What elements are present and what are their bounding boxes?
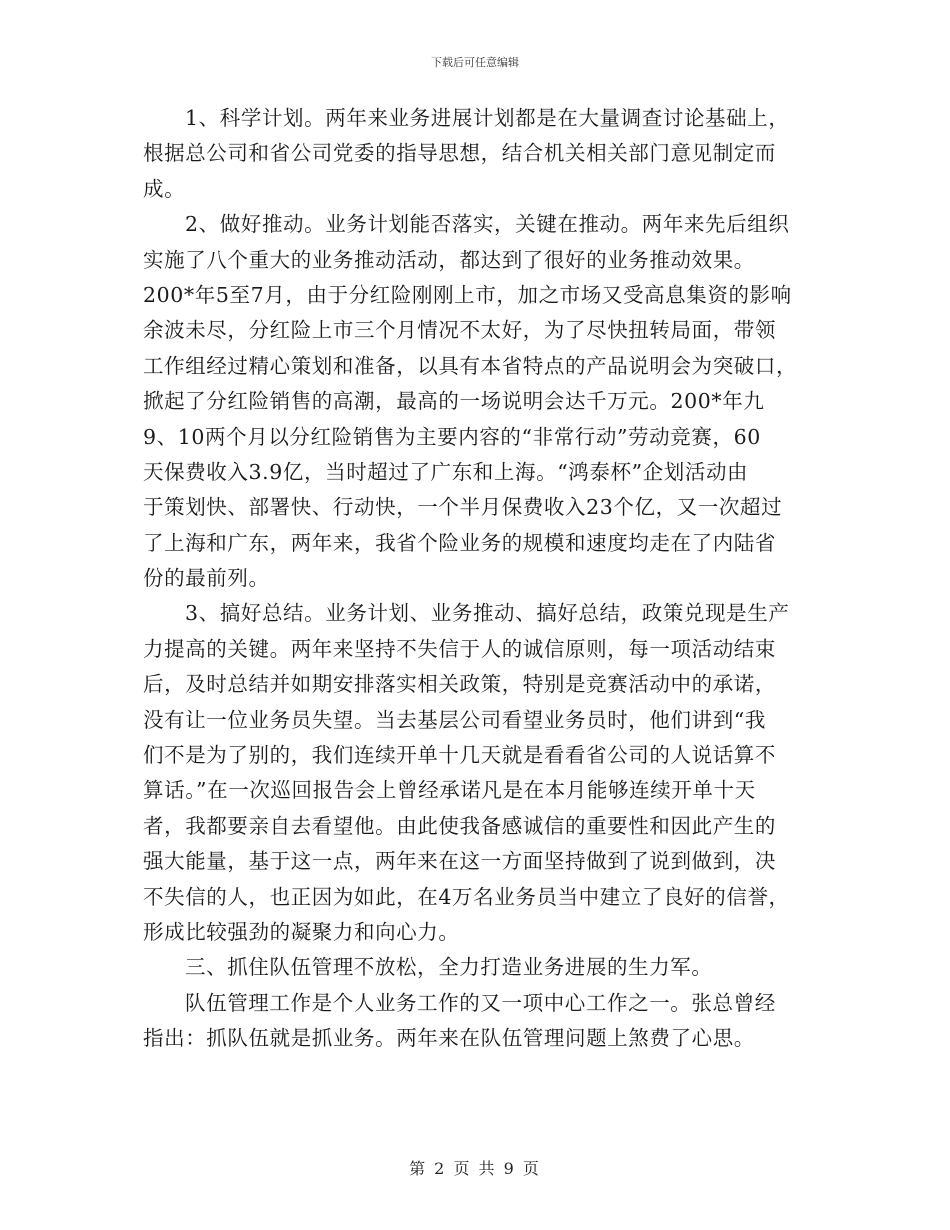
text-line: 200*年5至7月，由于分红险刚刚上市，加之市场又受高息集资的影响 <box>143 282 792 307</box>
text-line: 9、10两个月以分红险销售为主要内容的“非常行动”劳动竞赛，60 <box>143 424 761 449</box>
text-line: 强大能量，基于这一点，两年来在这一方面坚持做到了说到做到，决 <box>143 849 776 874</box>
text-line: 于策划快、部署快、行动快，一个半月保费收入23个亿，又一次超过 <box>143 495 783 520</box>
text-line: 成。 <box>143 176 186 201</box>
page-number-footer: 第 2 页 共 9 页 <box>409 1159 541 1178</box>
text-line: 队伍管理工作是个人业务工作的又一项中心工作之一。张总曾经 <box>185 990 776 1015</box>
text-line: 1、科学计划。两年来业务进展计划都是在大量调查讨论基础上， <box>185 106 790 130</box>
text-line: 算话。”在一次巡回报告会上曾经承诺凡是在本月能够连续开单十天 <box>143 778 756 803</box>
text-line: 们不是为了别的，我们连续开单十几天就是看看省公司的人说话算不 <box>143 743 776 768</box>
text-line: 根据总公司和省公司党委的指导思想，结合机关相关部门意见制定而 <box>143 141 776 166</box>
text-line: 后，及时总结并如期安排落实相关政策，特别是竞赛活动中的承诺， <box>143 672 776 697</box>
text-line: 3、搞好总结。业务计划、业务推动、搞好总结，政策兑现是生产 <box>185 601 790 626</box>
text-line: 2、做好推动。业务计划能否落实，关键在推动。两年来先后组织 <box>185 212 790 237</box>
text-line: 份的最前列。 <box>143 566 270 591</box>
text-line: 工作组经过精心策划和准备，以具有本省特点的产品说明会为突破口， <box>143 353 798 378</box>
text-line: 者，我都要亲自去看望他。由此使我备感诚信的重要性和因此产生的 <box>143 813 776 838</box>
page-header: 下载后可任意编辑 <box>431 56 519 69</box>
text-line: 没有让一位业务员失望。当去基层公司看望业务员时，他们讲到“我 <box>143 707 766 732</box>
text-line: 不失信的人，也正因为如此，在4万名业务员当中建立了良好的信誉， <box>143 884 790 909</box>
document-body <box>143 101 813 1057</box>
section-heading: 三、抓住队伍管理不放松，全力打造业务进展的生力军。 <box>185 955 713 980</box>
text-line: 形成比较强劲的凝聚力和向心力。 <box>143 919 460 944</box>
text-line: 了上海和广东，两年来，我省个险业务的规模和速度均走在了内陆省 <box>143 530 776 555</box>
text-line: 掀起了分红险销售的高潮，最高的一场说明会达千万元。200*年九 <box>143 389 765 414</box>
text-line: 实施了八个重大的业务推动活动，都达到了很好的业务推动效果。 <box>143 247 755 272</box>
text-line: 力提高的关键。两年来坚持不失信于人的诚信原则，每一项活动结束 <box>143 636 776 661</box>
text-line: 余波未尽，分红险上市三个月情况不太好，为了尽快扭转局面，带领 <box>143 318 776 343</box>
text-line: 天保费收入3.9亿，当时超过了广东和上海。“鸿泰杯”企划活动由 <box>143 459 749 484</box>
text-line: 指出：抓队伍就是抓业务。两年来在队伍管理问题上煞费了心思。 <box>143 1026 755 1051</box>
